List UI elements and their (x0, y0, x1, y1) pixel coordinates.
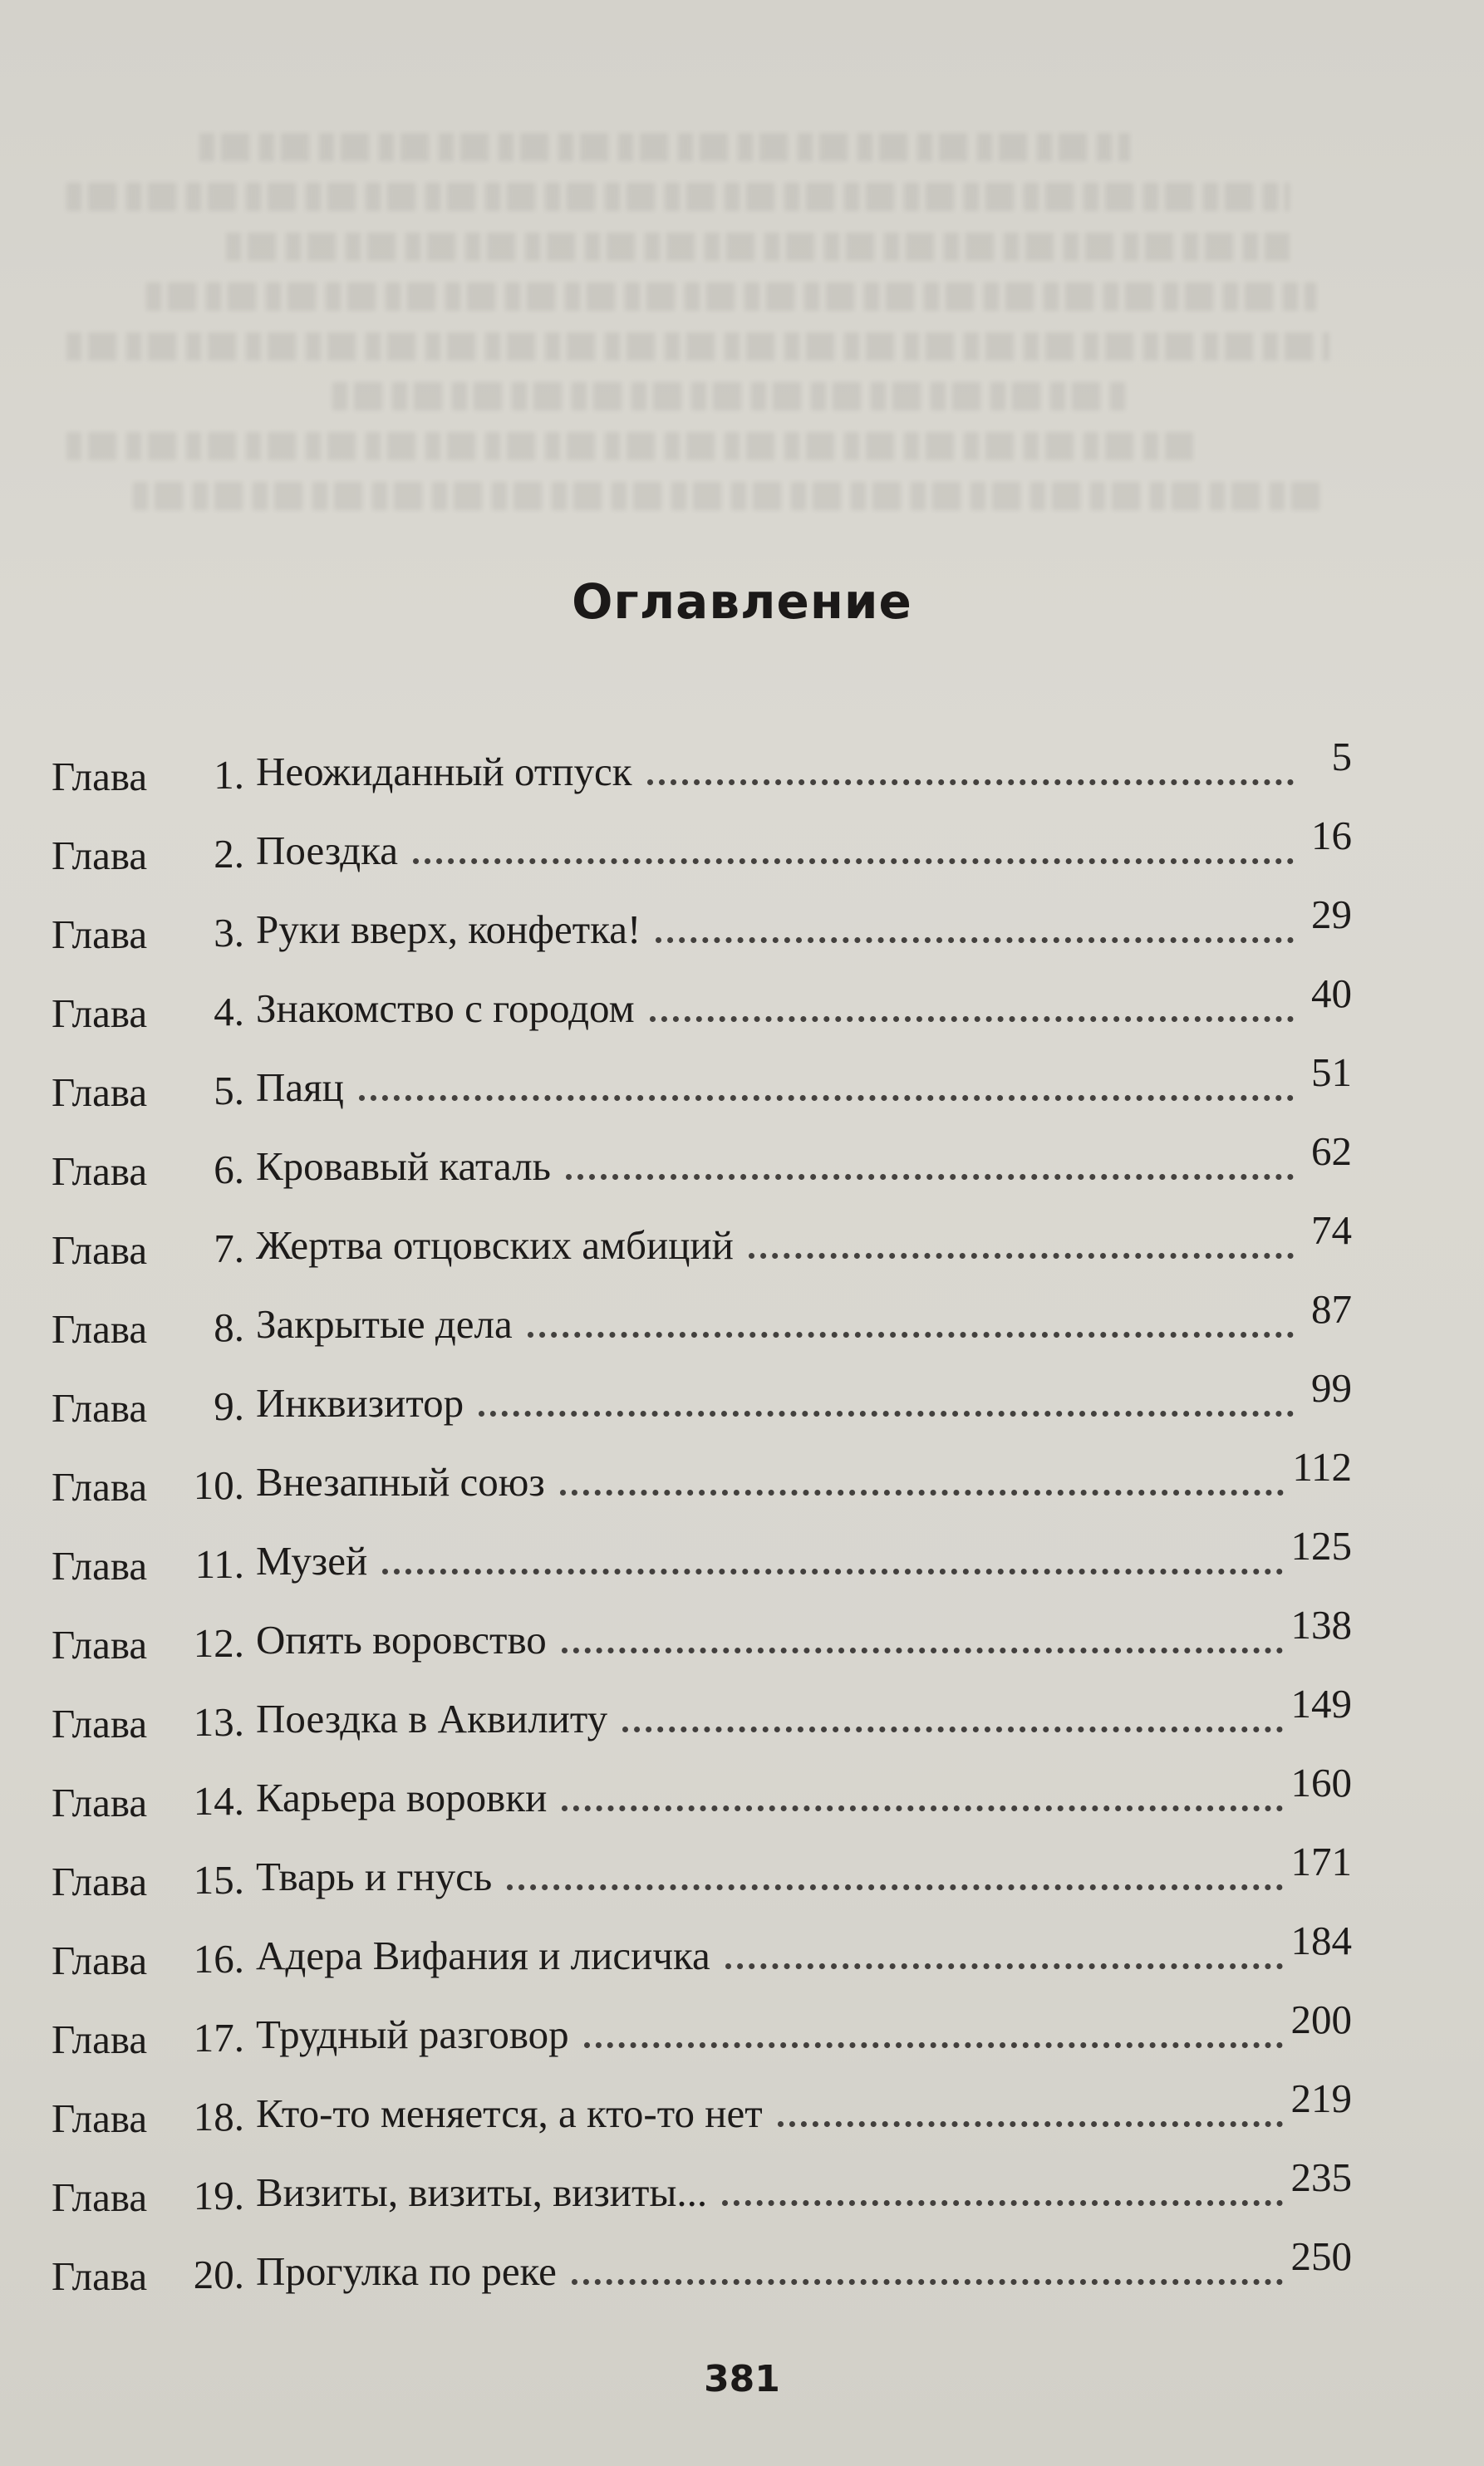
chapter-page-number: 235 (1290, 2154, 1352, 2200)
chapter-title: Опять воровство (256, 1617, 547, 1663)
dot-leader (382, 1569, 1282, 1574)
chapter-title: Руки вверх, конфетка! (256, 906, 641, 952)
chapter-number: 9. (214, 1383, 244, 1429)
chapter-number: 15. (193, 1857, 244, 1903)
chapter-word: Глава (52, 2253, 148, 2299)
dot-leader (413, 858, 1294, 864)
chapter-page-number: 200 (1290, 1997, 1352, 2042)
chapter-word: Глава (52, 1780, 148, 1825)
chapter-page-number: 138 (1290, 1602, 1352, 1648)
chapter-title: Визиты, визиты, визиты... (256, 2169, 708, 2215)
toc-entry (52, 1433, 1352, 1512)
chapter-number: 12. (193, 1620, 244, 1666)
chapter-number: 20. (193, 2252, 244, 2297)
chapter-page-number: 149 (1290, 1681, 1352, 1727)
chapter-number: 14. (193, 1778, 244, 1824)
chapter-number: 1. (214, 752, 244, 798)
dot-leader (572, 2279, 1283, 2285)
chapter-word: Глава (52, 1464, 148, 1510)
chapter-title: Поездка (256, 828, 399, 873)
chapter-title: Закрытые дела (256, 1301, 513, 1347)
chapter-word: Глава (52, 833, 148, 878)
chapter-word: Глава (52, 1148, 148, 1194)
chapter-page-number: 51 (1311, 1049, 1352, 1095)
chapter-title: Трудный разговор (256, 2012, 569, 2057)
dot-leader (528, 1332, 1294, 1338)
chapter-number: 16. (193, 1936, 244, 1982)
chapter-page-number: 40 (1311, 970, 1352, 1016)
chapter-title: Знакомство с городом (256, 985, 635, 1031)
chapter-title: Паяц (256, 1064, 344, 1110)
chapter-word: Глава (52, 1859, 148, 1904)
chapter-page-number: 16 (1311, 813, 1352, 858)
toc-entry (52, 881, 1352, 960)
toc-entry (52, 1354, 1352, 1433)
toc-entry (52, 2065, 1352, 2144)
chapter-title: Жертва отцовских амбиций (256, 1222, 734, 1268)
toc-entry (52, 1512, 1352, 1591)
chapter-number: 17. (193, 2015, 244, 2061)
dot-leader (722, 2200, 1282, 2206)
dot-leader (650, 1016, 1294, 1022)
chapter-number: 10. (193, 1462, 244, 1508)
dot-leader (507, 1884, 1282, 1890)
chapter-number: 6. (214, 1147, 244, 1192)
dot-leader (778, 2121, 1283, 2127)
chapter-title: Кровавый каталь (256, 1143, 551, 1189)
chapter-word: Глава (52, 1385, 148, 1431)
dot-leader (359, 1095, 1294, 1101)
chapter-word: Глава (52, 1622, 148, 1668)
chapter-word: Глава (52, 1938, 148, 1983)
chapter-word: Глава (52, 754, 148, 799)
chapter-page-number: 160 (1290, 1760, 1352, 1805)
chapter-word: Глава (52, 1069, 148, 1115)
chapter-title: Кто-то меняется, а кто-то нет (256, 2090, 763, 2136)
toc-entry (52, 2223, 1352, 2301)
table-of-contents (52, 723, 1352, 2301)
chapter-word: Глава (52, 911, 148, 957)
chapter-page-number: 62 (1311, 1128, 1352, 1174)
dot-leader (622, 1727, 1282, 1732)
chapter-page-number: 87 (1311, 1286, 1352, 1332)
chapter-number: 5. (214, 1068, 244, 1113)
page-number: 381 (704, 2358, 780, 2400)
dot-leader (566, 1174, 1294, 1180)
chapter-number: 3. (214, 910, 244, 955)
dot-leader (479, 1411, 1294, 1417)
chapter-number: 11. (194, 1541, 244, 1587)
chapter-word: Глава (52, 990, 148, 1036)
toc-entry (52, 1196, 1352, 1275)
chapter-number: 13. (193, 1699, 244, 1745)
dot-leader (562, 1648, 1283, 1653)
toc-entry (52, 1828, 1352, 1907)
chapter-page-number: 112 (1292, 1444, 1352, 1490)
toc-entry (52, 1670, 1352, 1749)
dot-leader (560, 1490, 1285, 1496)
dot-leader (647, 779, 1294, 785)
chapter-page-number: 250 (1290, 2233, 1352, 2279)
chapter-page-number: 5 (1331, 734, 1352, 779)
chapter-number: 4. (214, 989, 244, 1034)
toc-entry (52, 2144, 1352, 2223)
dot-leader (749, 1253, 1294, 1259)
toc-entry (52, 723, 1352, 802)
chapter-word: Глава (52, 2095, 148, 2141)
chapter-word: Глава (52, 1701, 148, 1746)
chapter-page-number: 74 (1311, 1207, 1352, 1253)
dot-leader (562, 1805, 1282, 1811)
dot-leader (725, 1963, 1283, 1969)
toc-entry (52, 1907, 1352, 1986)
chapter-number: 19. (193, 2173, 244, 2218)
chapter-page-number: 99 (1311, 1365, 1352, 1411)
chapter-page-number: 29 (1311, 892, 1352, 937)
chapter-page-number: 219 (1290, 2075, 1352, 2121)
toc-entry (52, 802, 1352, 881)
toc-entry (52, 1591, 1352, 1670)
chapter-number: 18. (193, 2094, 244, 2139)
chapter-title: Карьера воровки (256, 1775, 548, 1820)
toc-entry (52, 1275, 1352, 1354)
chapter-title: Инквизитор (256, 1380, 464, 1426)
chapter-number: 7. (214, 1226, 244, 1271)
toc-entry (52, 1749, 1352, 1828)
dot-leader (584, 2042, 1283, 2048)
chapter-page-number: 184 (1290, 1918, 1352, 1963)
toc-heading: Оглавление (572, 573, 912, 630)
toc-entry (52, 1039, 1352, 1118)
chapter-title: Тварь и гнусь (256, 1854, 493, 1899)
toc-entry (52, 960, 1352, 1039)
chapter-number: 2. (214, 831, 244, 877)
toc-entry (52, 1986, 1352, 2065)
chapter-title: Внезапный союз (256, 1459, 545, 1505)
chapter-word: Глава (52, 2017, 148, 2062)
chapter-word: Глава (52, 1543, 148, 1589)
chapter-page-number: 171 (1290, 1839, 1352, 1884)
dot-leader (656, 937, 1294, 943)
chapter-title: Музей (256, 1538, 368, 1584)
chapter-word: Глава (52, 1306, 148, 1352)
chapter-word: Глава (52, 2174, 148, 2220)
chapter-title: Адера Вифания и лисичка (256, 1933, 710, 1978)
toc-entry (52, 1118, 1352, 1196)
chapter-title: Неожиданный отпуск (256, 749, 632, 794)
chapter-title: Прогулка по реке (256, 2248, 557, 2294)
chapter-word: Глава (52, 1227, 148, 1273)
chapter-title: Поездка в Аквилиту (256, 1696, 608, 1741)
chapter-page-number: 125 (1290, 1523, 1352, 1569)
chapter-number: 8. (214, 1304, 244, 1350)
